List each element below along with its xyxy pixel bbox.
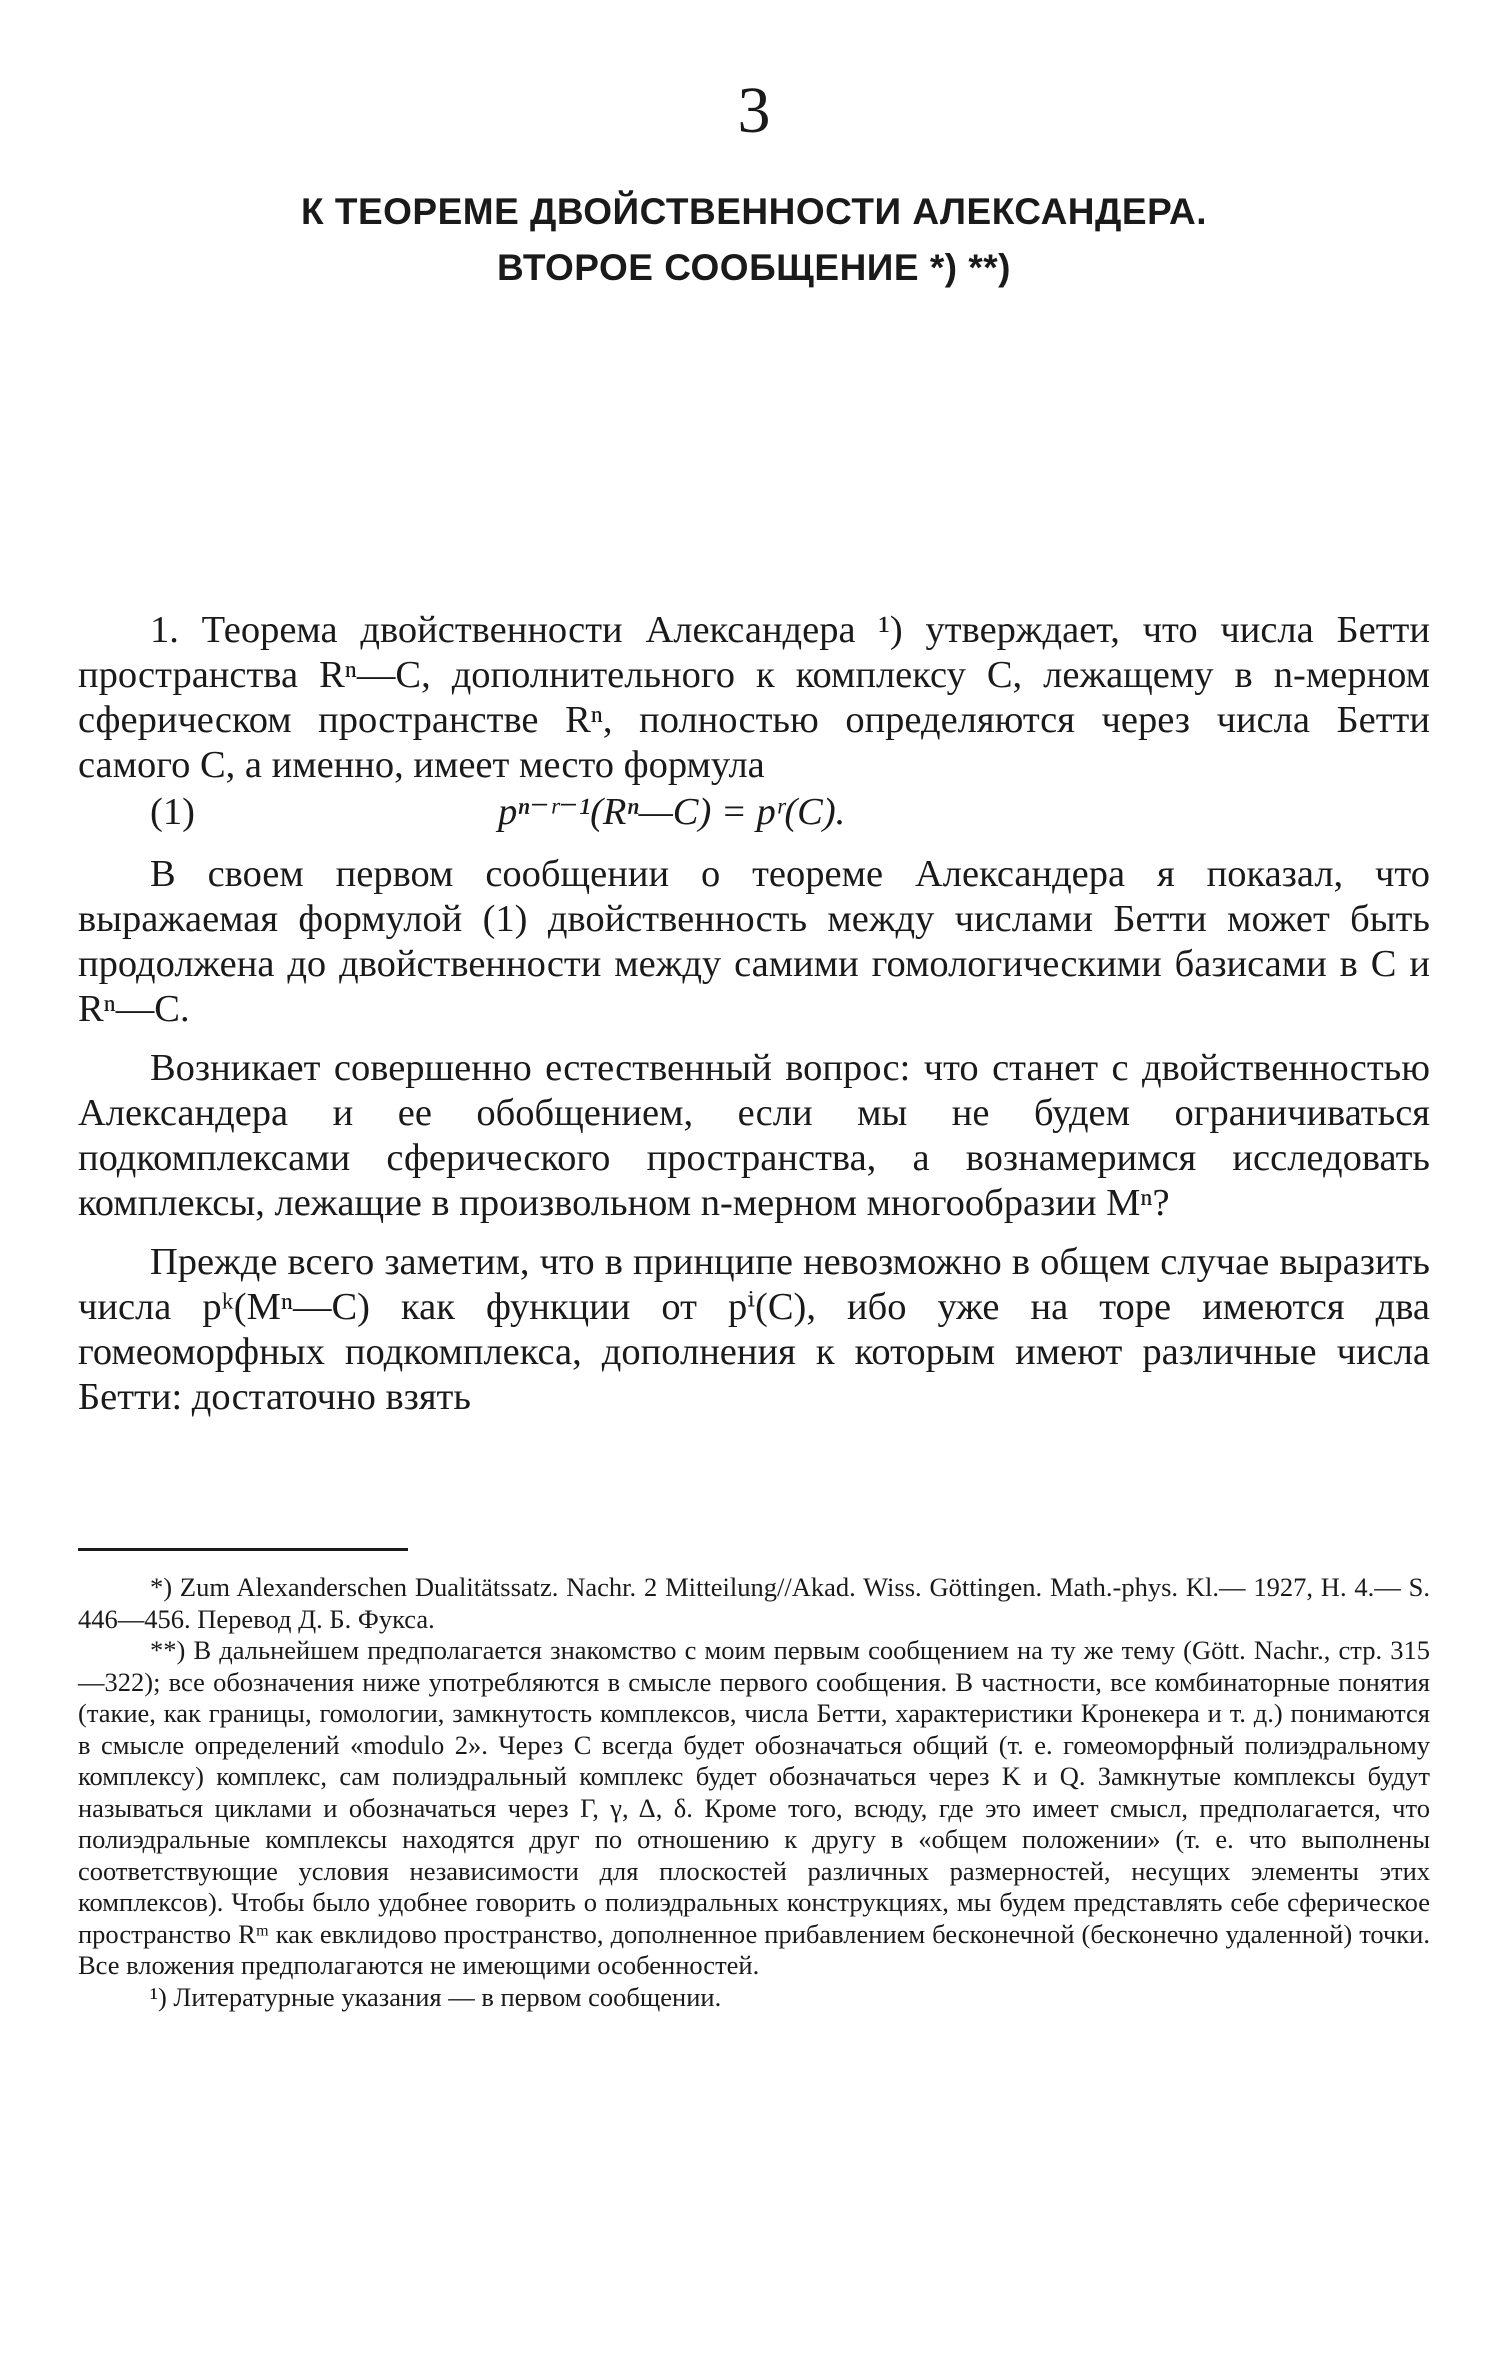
footnote-2: **) В дальнейшем предполагается знакомство с моим первым сообщением на ту же тему (Gött. Nachr., стр. 315—322); все обозначения ниже употребляются в смысле первого сообщения. В частности, все комбинаторные понятия (такие, как границы, гомологии, замкнутость комплексов, числа Бетти, характеристики Кронекера и т. д.) понимаются в смысле определений «modulo 2». Через C всегда будет обозначаться общий (т. е. гомеоморфный полиэдральному комплексу) комплекс, сам полиэдральный комплекс будет обозначаться через K и Q. Замкнутые комплексы будут называться циклами и обозначаться через Γ, γ, Δ, δ. Кроме того, всюду, где это имеет смысл, предполагается, что полиэдральные комплексы находятся друг по отношению к другу в «общем положении» (т. е. что выполнены соответствующие условия независимости для плоскостей различных размерностей, несущих элементы этих комплексов). Чтобы было удобнее говорить о полиэдральных конструкциях, мы будем представлять себе сферическое пространство Rᵐ как евклидово пространство, дополненное прибавлением бесконечной (бесконечно удаленной) точки. Все вложения предполагаются не имеющими особенностей. bbox=[78, 1635, 1430, 1980]
chapter-title-line-2: ВТОРОЕ СООБЩЕНИЕ *) **) bbox=[497, 247, 1011, 288]
footnote-1: *) Zum Alexanderschen Dualitätssatz. Nachr. 2 Mitteilung//Akad. Wiss. Göttingen. Math.-phys. Kl.— 1927, H. 4.— S. 446—456. Перевод Д. Б. Фукса. bbox=[78, 1572, 1430, 1634]
paragraph-3: Возникает совершенно естественный вопрос: что станет с двойственностью Александера и ее обобщением, если мы не будем ограничиваться подкомплексами сферического пространства, а вознамеримся исследовать комплексы, лежащие в произвольном n-мерном многообразии Mⁿ? bbox=[78, 1047, 1430, 1224]
chapter-title-line-1: К ТЕОРЕМЕ ДВОЙСТВЕННОСТИ АЛЕКСАНДЕРА. bbox=[301, 191, 1207, 232]
main-text bbox=[78, 608, 1430, 1420]
formula-number: (1) bbox=[150, 791, 195, 833]
paragraph-2: В своем первом сообщении о теореме Александера я показал, что выражаемая формулой (1) двойственность между числами Бетти может быть продолжена до двойственности между самими гомологическими базисами в C и Rⁿ—C. bbox=[78, 853, 1430, 1030]
page bbox=[78, 0, 1430, 2012]
paragraph-4: Прежде всего заметим, что в принципе невозможно в общем случае выразить числа pᵏ(Mⁿ—C) как функции от pⁱ(C), ибо уже на торе имеются два гомеоморфных подкомплекса, дополнения к которым имеют различные числа Бетти: достаточно взять bbox=[78, 1241, 1430, 1418]
footnotes bbox=[78, 1572, 1430, 2013]
footnote-divider bbox=[78, 1548, 408, 1551]
footnote-3: ¹) Литературные указания — в первом сообщении. bbox=[150, 1981, 722, 2012]
formula: pⁿ⁻ʳ⁻¹(Rⁿ—C) = pʳ(C). bbox=[498, 791, 846, 833]
chapter-number: 3 bbox=[737, 74, 771, 147]
paragraph-1: 1. Теорема двойственности Александера ¹) утверждает, что числа Бетти пространства Rⁿ—C, дополнительного к комплексу C, лежащему в n-мерном сферическом пространстве Rⁿ, полностью определяются через числа Бетти самого C, а именно, имеет место формула bbox=[78, 609, 1430, 786]
chapter-title bbox=[78, 184, 1430, 296]
formula-row bbox=[78, 790, 1430, 844]
